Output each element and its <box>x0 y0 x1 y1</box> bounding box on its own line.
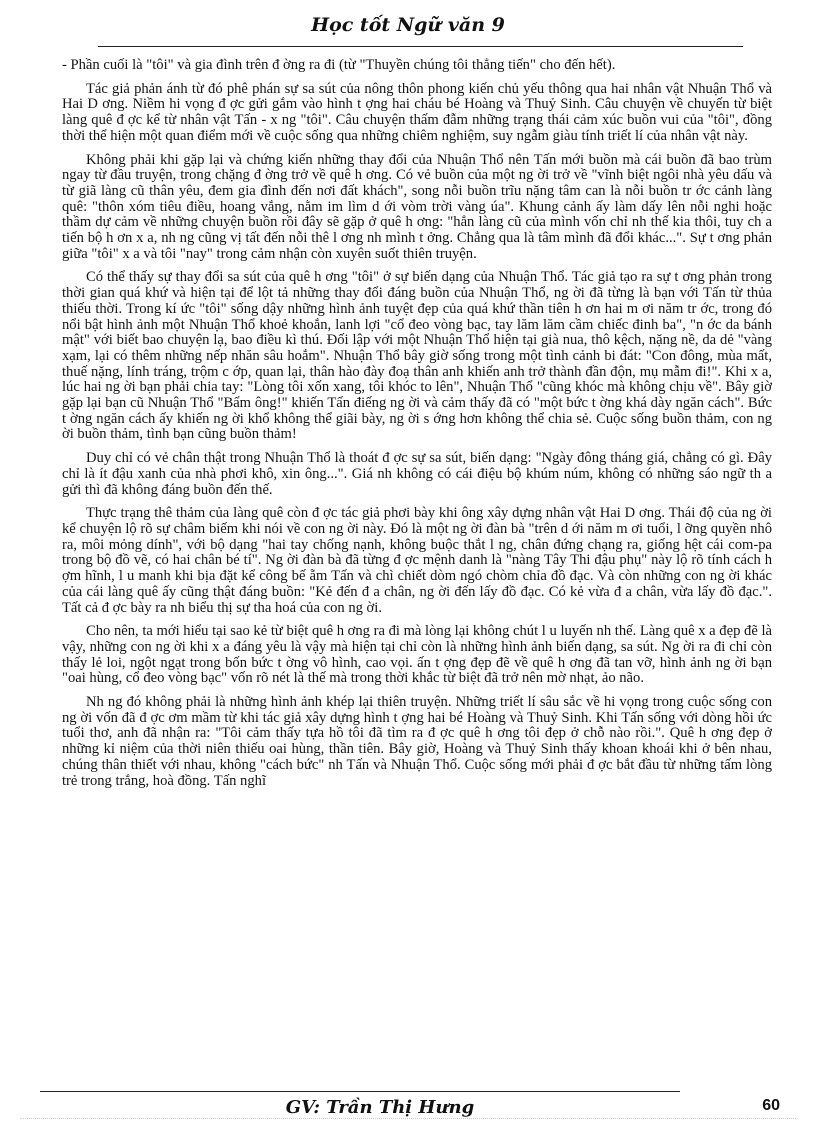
paragraph: Có thể thấy sự thay đổi sa sút của quê h ơng "tôi" ở sự biến dạng của Nhuận Thổ. Tác giả tạo ra sự t ơng phản trong thời gian quá khứ và hiện tại để lột tả những thay đổi đáng buồn của Nhuận Thổ, ng ời đã từng là bạn với Tấn từ thủa thiếu thời. Trong kí ức "tôi" sống dậy những hình ảnh tuyệt đẹp của quá khứ thần tiên h ơn hai m ơi năm tr ớc, trong đó nổi bật hình ảnh một Nhuận Thổ khoẻ khoắn, lanh lợi "cổ đeo vòng bạc, tay lăm lăm cầm chiếc đinh ba", "n ớc da bánh mật" với biết bao chuyện lạ, bao điều kì thú. Đối lập với một Nhuận Thổ hiện tại già nua, thô kệch, nặng nề, da dẻ "vàng xạm, lại có thêm những nếp nhăn sâu hoắm". Nhuận Thổ bây giờ sống trong một tình cảnh bi đát: "Con đông, mùa mất, thuế nặng, lính tráng, trộm c ớp, quan lại, thân hào đày đoạ thân anh khiến anh trở thành đần độn, mụ mẫm đi!". Khi x a, lúc hai ng ời bạn phải chia tay: "Lòng tôi xốn xang, tôi khóc to lên", Nhuận Thổ "cũng khóc mà không chịu về". Bây giờ gặp lại bạn cũ Nhuận Thổ "Bẩm ông!" khiến Tấn điếng ng ời và cảm thấy đã có "một bức t ờng khá dày ngăn cách". Bức t ờng ngăn cách ấy khiến ng ời khổ không thể giãi bày, ng ời s ớng hơn không thể chia sẻ. Cuộc sống buồn thảm, con ng ời buồn thảm, tình bạn cũng buồn thảm! <box>62 269 772 443</box>
paragraph: Cho nên, ta mới hiểu tại sao kẻ từ biệt quê h ơng ra đi mà lòng lại không chút l u luyến nh thế. Làng quê x a đẹp đẽ là vậy, những con ng ời khi x a đáng yêu là vậy mà hiện tại chỉ còn là những hình ảnh biến dạng, sa sút. Ng ời ra đi chỉ còn thấy lẻ loi, ngột ngạt trong bốn bức t ờng vô hình, cao vọi. ấn t ợng đẹp đẽ về quê h ơng đã tan vỡ, hình ảnh ng ời bạn "oai hùng, cổ đeo vòng bạc" vốn rõ nét là thế mà trong thời khắc từ biệt đã trở nên mờ nhạt, ảo não. <box>62 623 772 687</box>
body-text <box>62 58 772 1084</box>
footer-divider <box>40 1091 680 1092</box>
header-title: Học tốt Ngữ văn 9 <box>311 14 505 36</box>
paragraph: Tác giả phản ánh từ đó phê phán sự sa sút của nông thôn phong kiến chủ yếu thông qua hai nhân vật Nhuận Thổ và Hai D ơng. Niềm hi vọng đ ợc gửi gắm vào hình t ợng hai cháu bé Hoàng và Thuỷ Sinh. Câu chuyện về chuyến từ biệt làng quê đ ợc kể từ nhân vật Tấn - x ng "tôi". Câu chuyện thấm đẫm những trạng thái cảm xúc buồn vui của "tôi", đồng thời thể hiện một quan điểm mới về cuộc sống qua những chiêm nghiệm, suy ngẫm giàu tính triết lí của nhân vật này. <box>62 80 772 144</box>
paragraph: Nh ng đó không phải là những hình ảnh khép lại thiên truyện. Những triết lí sâu sắc về hi vọng trong cuộc sống con ng ời vốn đã đ ợc ơm mầm từ khi tác giả xây dựng hình t ợng hai bé Hoàng và Thuỷ Sinh. Khi Tấn sống với dòng hồi ức tuổi thơ, anh đã nhận ra: "Tôi cảm thấy tựa hồ tôi đã tìm ra đ ợc quê h ơng tôi đẹp ở chỗ nào rồi.". Quê h ơng đẹp ở những kỉ niệm của thời niên thiếu oai hùng, thần tiên. Bây giờ, Hoàng và Thuỷ Sinh thấy khoan khoái khi ở bên nhau, chúng thân thiết với nhau, không "cách bức" nh Tấn và Nhuận Thổ. Cuộc sống mới phải đ ợc bắt đầu từ những tấm lòng trẻ trong trắng, hoà đồng. Tấn nghĩ <box>62 694 772 789</box>
paragraph: Không phải khi gặp lại và chứng kiến những thay đổi của Nhuận Thổ nên Tấn mới buồn mà cái buồn đã bao trùm ngay từ đầu truyện, trong chặng đ ờng trở về quê h ơng. Có vẻ buồn của một ng ời trở về "vĩnh biệt ngôi nhà yêu dấu và từ giã làng cũ thân yêu, đem gia đình đến nơi đất khách", song nỗi buồn trĩu nặng tâm can là nỗi buồn tr ớc cảnh làng quê: "thôn xóm tiêu điều, hoang vắng, nằm im lìm d ới vòm trời vàng úa". Khung cảnh ấy làm dấy lên nỗi nghi hoặc thầm dự cảm về những chuyện buồn rồi đây sẽ gặp ở quê h ơng: "hẳn làng cũ của mình vốn chỉ nh thế kia thôi, tuy ch a tiến bộ h ơn x a, nh ng cũng vị tất đến nỗi thê l ơng nh mình t ởng. Chẳng qua là tâm mình đã đổi khác...". Sự t ơng phản giữa "tôi" x a và tôi "nay" trong cảm nhận còn xuyên suốt thiên truyện. <box>62 151 772 262</box>
paragraph: Duy chỉ có vẻ chân thật trong Nhuận Thổ là thoát đ ợc sự sa sút, biến dạng: "Ngày đông tháng giá, chẳng có gì. Đây chỉ là ít đậu xanh của nhà phơi khô, xin ông...". Giá nh không có cái điệu bộ khúm núm, không có những sáo ngữ th a gửi thì đã không đáng buồn đến thế. <box>62 450 772 498</box>
paragraph: Thực trạng thê thảm của làng quê còn đ ợc tác giả phơi bày khi ông xây dựng nhân vật Hai D ơng. Thái độ của ng ời kể chuyện lộ rõ sự châm biếm khi nói về con ng ời này. Đó là một ng ời đàn bà "trên d ới năm m ơi tuổi, l ỡng quyền nhô ra, môi mỏng dính", với bộ dạng "hai tay chống nạnh, không buộc thắt l ng, chân đứng chạng ra, giống hệt cái com-pa trong bộ đồ vẽ, có hai chân bé tí". Ng ời đàn bà đã từng đ ợc mệnh danh là "nàng Tây Thi đậu phụ" này lộ rõ tính cách h ợm hĩnh, l u manh khi bịa đặt kể công bế ẵm Tấn và chì chiết dòm ngó chòm chỉa đồ đạc. Và còn những con ng ời khác của cái làng quê ấy cũng thật đáng buồn: "Kẻ đến đ a chân, ng ời đến lấy đồ đạc. Có kẻ vừa đ a chân, vừa lấy đồ đạc.". Tất cả đ ợc bày ra nh biểu thị sự tha hoá của con ng ời. <box>62 505 772 616</box>
page-number: 60 <box>762 1097 780 1114</box>
header-divider <box>98 46 743 47</box>
paragraph: - Phần cuối là "tôi" và gia đình trên đ ờng ra đi (từ "Thuyền chúng tôi thẳng tiến" cho đến hết). <box>62 58 616 73</box>
page-edge-divider <box>20 1118 796 1119</box>
footer-author: GV: Trần Thị Hưng <box>285 1097 475 1118</box>
